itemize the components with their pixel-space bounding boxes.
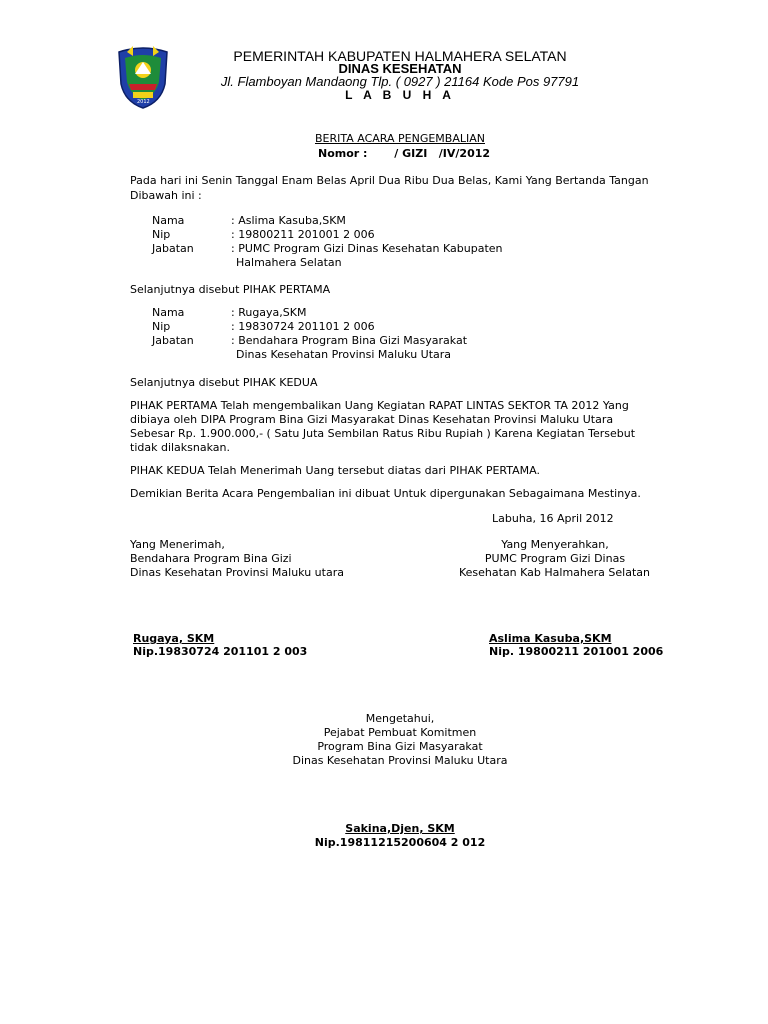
left-sign-l3: Dinas Kesehatan Provinsi Maluku utara (130, 566, 344, 579)
body-p1-line-1: PIHAK PERTAMA Telah mengembalikan Uang Kegiatan RAPAT LINTAS SEKTOR TA 2012 Yang (130, 399, 629, 412)
document-title: BERITA ACARA PENGEMBALIAN (314, 132, 485, 145)
left-sign-nip: Nip.19830724 201101 2 003 (133, 645, 308, 658)
left-sign-l2: Bendahara Program Bina Gizi (130, 552, 292, 565)
pihak1-nip-value: : 19800211 201001 2 006 (231, 228, 375, 241)
body-p3: Demikian Berita Acara Pengembalian ini dibuat Untuk dipergunakan Sebagaimana Mestinya. (130, 487, 641, 500)
pihak2-nip-value: : 19830724 201101 2 006 (231, 320, 375, 333)
pihak2-nama-value: : Rugaya,SKM (231, 306, 307, 319)
logo-year: 2012 (137, 99, 150, 105)
left-sign-l1: Yang Menerimah, (130, 538, 225, 551)
opening-line-2: Dibawah ini : (130, 189, 202, 202)
pihak1-jabatan-value-cont: Halmahera Selatan (236, 256, 342, 269)
place-date: Labuha, 16 April 2012 (492, 512, 614, 525)
center-sign-l1: Mengetahui, (365, 712, 435, 725)
header-department: DINAS KESEHATAN (338, 61, 462, 76)
right-sign-l2: PUMC Program Gizi Dinas (484, 552, 626, 565)
pihak1-nama-value: : Aslima Kasuba,SKM (231, 214, 346, 227)
center-sign-l2: Pejabat Pembuat Komitmen (323, 726, 477, 739)
center-sign-name: Sakina,Djen, SKM (345, 822, 455, 835)
body-p1-line-4: tidak dilaksnakan. (130, 441, 230, 454)
pihak1-nama-label: Nama (152, 214, 185, 227)
center-sign-l4: Dinas Kesehatan Provinsi Maluku Utara (292, 754, 508, 767)
header-government: PEMERINTAH KABUPATEN HALMAHERA SELATAN (233, 48, 567, 64)
opening-line-1: Pada hari ini Senin Tanggal Enam Belas April Dua Ribu Dua Belas, Kami Yang Bertanda Tangan (130, 174, 649, 187)
right-sign-l1: Yang Menyerahkan, (501, 538, 609, 551)
body-p1-line-2: dibiaya oleh DIPA Program Bina Gizi Masyarakat Dinas Kesehatan Provinsi Maluku Utara (130, 413, 614, 426)
document-number: Nomor : / GIZI /IV/2012 (318, 147, 491, 160)
center-sign-l3: Program Bina Gizi Masyarakat (317, 740, 483, 753)
body-p1-line-3: Sebesar Rp. 1.900.000,- ( Satu Juta Sembilan Ratus Ribu Rupiah ) Karena Kegiatan Tersebut (130, 427, 636, 440)
pihak2-jabatan-value-cont: Dinas Kesehatan Provinsi Maluku Utara (236, 348, 452, 361)
pihak2-nip-label: Nip (152, 320, 171, 333)
pihak1-nip-label: Nip (152, 228, 171, 241)
pihak2-jabatan-value: : Bendahara Program Bina Gizi Masyarakat (231, 334, 468, 347)
right-sign-l3: Kesehatan Kab Halmahera Selatan (458, 566, 650, 579)
pihak1-jabatan-label: Jabatan (152, 242, 194, 255)
header-address: Jl. Flamboyan Mandaong Tlp. ( 0927 ) 21164 Kode Pos 97791 (220, 74, 580, 89)
regency-emblem-logo (115, 44, 171, 110)
pihak2-jabatan-label: Jabatan (152, 334, 194, 347)
right-sign-nip: Nip. 19800211 201001 2006 (489, 645, 664, 658)
center-sign-nip: Nip.19811215200604 2 012 (314, 836, 486, 849)
pihak1-designation: Selanjutnya disebut PIHAK PERTAMA (130, 283, 331, 296)
pihak1-jabatan-value: : PUMC Program Gizi Dinas Kesehatan Kabupaten (231, 242, 503, 255)
left-sign-name: Rugaya, SKM (133, 632, 215, 645)
pihak2-designation: Selanjutnya disebut PIHAK KEDUA (130, 376, 318, 389)
header-city: L A B U H A (345, 88, 455, 102)
pihak2-nama-label: Nama (152, 306, 185, 319)
body-p2: PIHAK KEDUA Telah Menerimah Uang tersebut diatas dari PIHAK PERTAMA. (130, 464, 540, 477)
right-sign-name: Aslima Kasuba,SKM (489, 632, 612, 645)
